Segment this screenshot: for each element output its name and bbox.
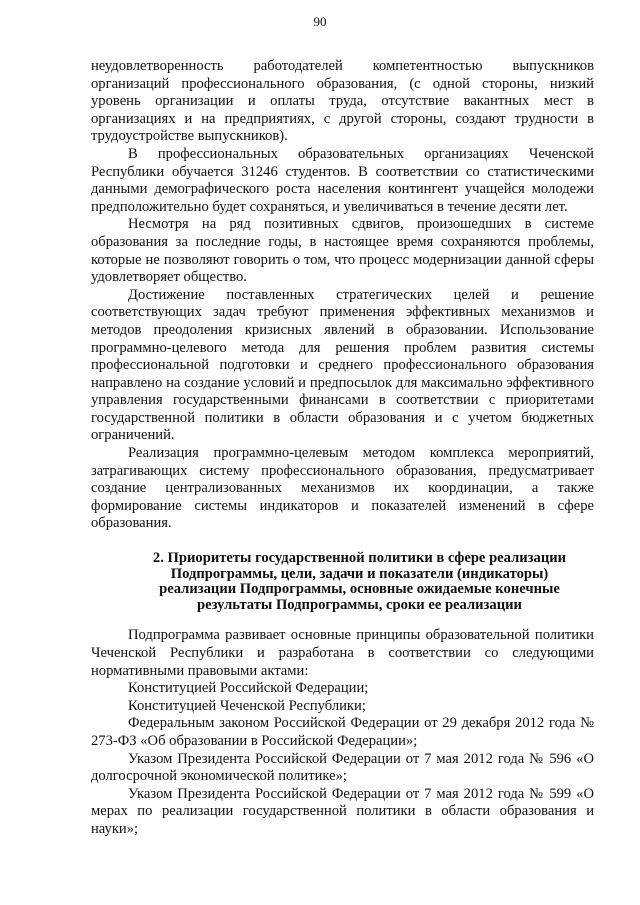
page-number: 90 — [313, 14, 327, 29]
paragraph: Указом Президента Российской Федерации от 7 мая 2012 года № 599 «О мерах по реализации государственной политики в области образования и науки»; — [91, 785, 594, 837]
paragraph: Указом Президента Российской Федерации от 7 мая 2012 года № 596 «О долгосрочной экономической политике»; — [91, 750, 594, 785]
paragraph: Подпрограмма развивает основные принципы образовательной политики Чеченской Республики и разработана в соответствии со следующими нормативными правовыми актами: — [91, 627, 594, 679]
paragraph: Несмотря на ряд позитивных сдвигов, произошедших в системе образования за последние годы, в настоящее время сохраняются проблемы, которые не позволяют говорить о том, что процесс модернизации данной сферы удовлетворяет общество. — [91, 216, 594, 286]
paragraph: Федеральным законом Российской Федерации от 29 декабря 2012 года № 273-ФЗ «Об образовании в Российской Федерации»; — [91, 715, 594, 749]
paragraph: Конституцией Российской Федерации; — [128, 680, 369, 697]
paragraph: Реализация программно-целевым методом комплекса мероприятий, затрагивающих систему профессионального образования, предусматривает создание централизованных механизмов их координации, а также формирование системы индикаторов и показателей изменений в сфере образования. — [91, 445, 594, 532]
paragraph: неудовлетворенность работодателей компетентностью выпускников организаций профессионального образования, (с одной стороны, низкий уровень организации и оплаты труда, отсутствие вакантных мест в организациях и на предприятиях, с другой стороны, создают трудности в трудоустройстве выпускников). — [91, 58, 594, 145]
paragraph: Конституцией Чеченской Республики; — [128, 697, 366, 714]
paragraph: Достижение поставленных стратегических целей и решение соответствующих задач требуют применения эффективных механизмов и методов преодоления кризисных явлений в образовании. Использование программно-целевого метода для решения проблем развития системы профессиональной подготовки и среднего профессионального образования направлено на создание условий и предпосылок для максимально эффективного управления государственными финансами в соответствии с приоритетами государственной политики в области образования и с учетом бюджетных ограничений. — [91, 286, 594, 444]
document-body — [91, 58, 594, 839]
section-heading — [91, 551, 594, 613]
paragraphs-top — [91, 58, 594, 533]
section-title: Приоритеты государственной политики в сфере реализации Подпрограммы, цели, задачи и показатели (индикаторы) реализации Подпрограммы, основные ожидаемые конечные результаты Подпрограммы, сроки ее реализации — [159, 550, 567, 613]
paragraphs-bottom — [91, 627, 594, 838]
paragraph: В профессиональных образовательных организациях Чеченской Республики обучается 31246 студентов. В соответствии со статистическими данными демографического роста населения контингент учащейся молодежи предположительно будет сохраняться, и увеличиваться в течение десяти лет. — [91, 145, 594, 215]
section-number: 2. — [152, 550, 164, 567]
